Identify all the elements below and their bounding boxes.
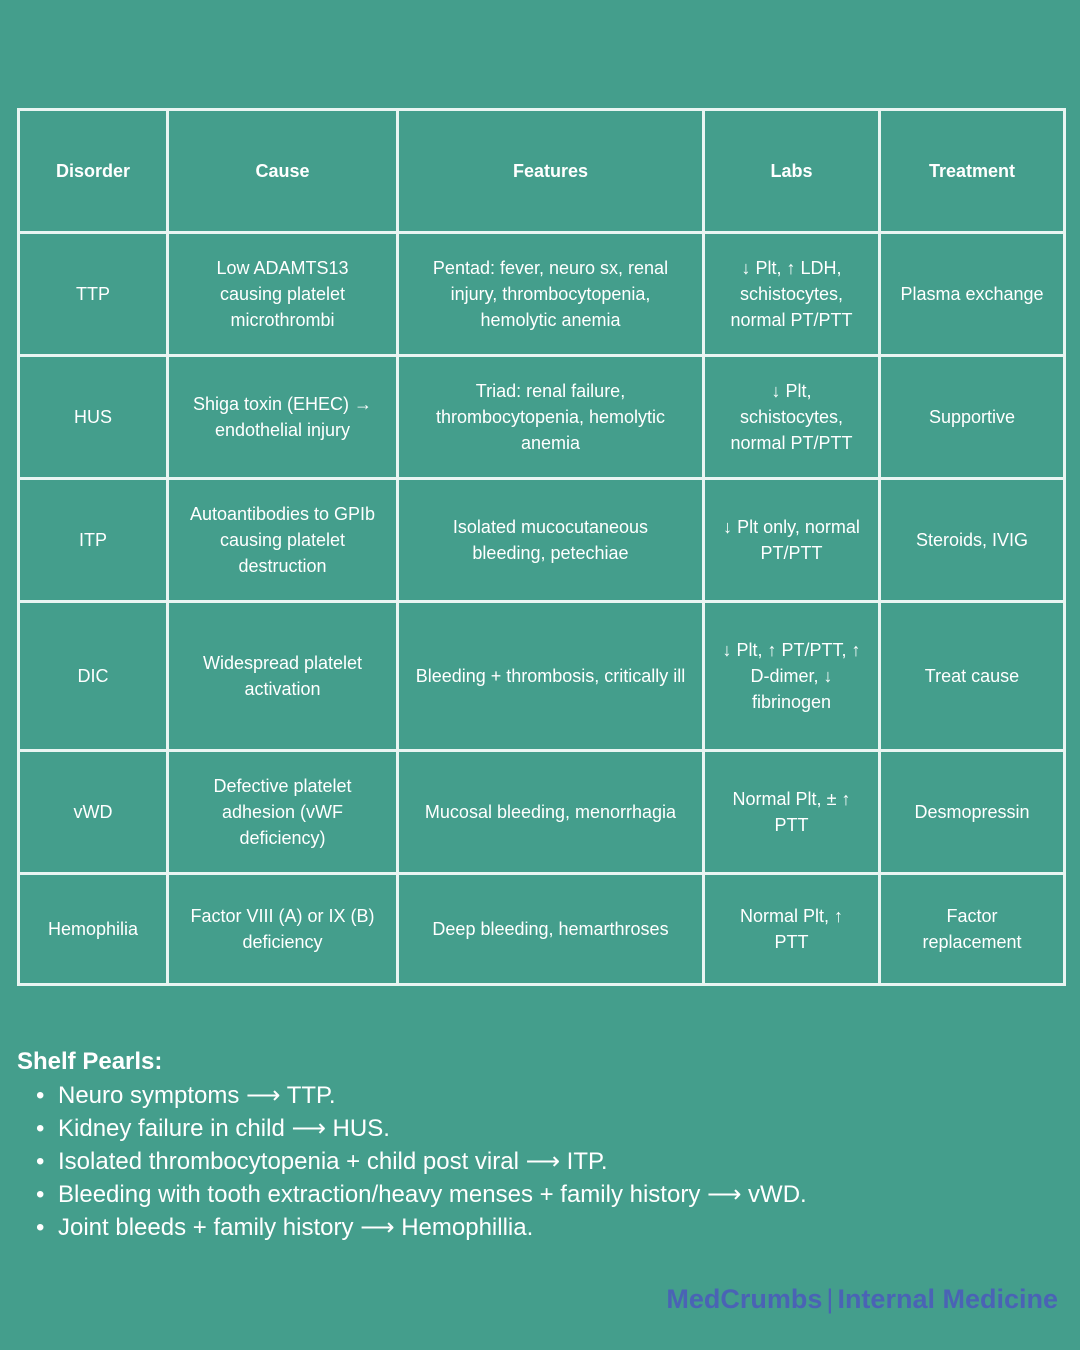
cell-labs: ↓ Plt, ↑ PT/PTT, ↑ D-dimer, ↓ fibrinogen [704, 602, 880, 751]
shelf-pearls-list [17, 1079, 1057, 1244]
cell-disorder: HUS [19, 356, 168, 479]
cell-disorder: TTP [19, 233, 168, 356]
cell-features: Isolated mucocutaneous bleeding, petechiae [398, 479, 704, 602]
list-item [36, 1178, 1057, 1211]
cell-labs: ↓ Plt only, normal PT/PTT [704, 479, 880, 602]
cell-labs: ↓ Plt, schistocytes, normal PT/PTT [704, 356, 880, 479]
disorders-table-container [17, 108, 1063, 986]
cell-disorder: Hemophilia [19, 874, 168, 985]
cell-labs: Normal Plt, ↑ PTT [704, 874, 880, 985]
bullet-icon: • [36, 1148, 45, 1175]
cell-features: Pentad: fever, neuro sx, renal injury, thrombocytopenia, hemolytic anemia [398, 233, 704, 356]
cell-treatment: Treat cause [880, 602, 1065, 751]
cell-treatment: Plasma exchange [880, 233, 1065, 356]
list-item [36, 1145, 1057, 1178]
brand-separator: | [826, 1284, 834, 1314]
bullet-icon: • [36, 1181, 45, 1208]
table-row-ttp [19, 233, 1065, 356]
table-row-hemophilia [19, 874, 1065, 985]
cell-features: Mucosal bleeding, menorrhagia [398, 751, 704, 874]
cell-cause: Widespread platelet activation [168, 602, 398, 751]
pearl-text: Kidney failure in child ⟶ HUS. [58, 1115, 390, 1142]
table-header-row [19, 110, 1065, 233]
cell-cause: Shiga toxin (EHEC) → endothelial injury [168, 356, 398, 479]
table-row-vwd [19, 751, 1065, 874]
header-labs: Labs [704, 110, 880, 233]
list-item [36, 1079, 1057, 1112]
cell-treatment: Steroids, IVIG [880, 479, 1065, 602]
bullet-icon: • [36, 1082, 45, 1109]
table-row-itp [19, 479, 1065, 602]
pearl-text: Isolated thrombocytopenia + child post viral ⟶ ITP. [58, 1148, 608, 1175]
header-features: Features [398, 110, 704, 233]
cell-features: Bleeding + thrombosis, critically ill [398, 602, 704, 751]
list-item [36, 1112, 1057, 1145]
shelf-pearls-title: Shelf Pearls: [17, 1048, 163, 1075]
bullet-icon: • [36, 1214, 45, 1241]
brand-name: MedCrumbs [666, 1284, 823, 1314]
cell-labs: Normal Plt, ± ↑ PTT [704, 751, 880, 874]
brand-section: Internal Medicine [837, 1284, 1058, 1314]
cell-cause: Defective platelet adhesion (vWF deficiency) [168, 751, 398, 874]
cell-cause: Autoantibodies to GPIb causing platelet destruction [168, 479, 398, 602]
pearl-text: Bleeding with tooth extraction/heavy menses + family history ⟶ vWD. [58, 1181, 807, 1208]
cell-cause: Low ADAMTS13 causing platelet microthrombi [168, 233, 398, 356]
header-treatment: Treatment [880, 110, 1065, 233]
cell-features: Deep bleeding, hemarthroses [398, 874, 704, 985]
cell-disorder: ITP [19, 479, 168, 602]
pearl-text: Joint bleeds + family history ⟶ Hemophillia. [58, 1214, 534, 1241]
cell-treatment: Factor replacement [880, 874, 1065, 985]
cell-treatment: Supportive [880, 356, 1065, 479]
header-disorder: Disorder [19, 110, 168, 233]
cell-treatment: Desmopressin [880, 751, 1065, 874]
cell-cause: Factor VIII (A) or IX (B) deficiency [168, 874, 398, 985]
header-cause: Cause [168, 110, 398, 233]
cell-disorder: vWD [19, 751, 168, 874]
bullet-icon: • [36, 1115, 45, 1142]
table-row-hus [19, 356, 1065, 479]
bleeding-disorders-table [17, 108, 1066, 986]
footer-brand [666, 1280, 1058, 1318]
cell-disorder: DIC [19, 602, 168, 751]
list-item [36, 1211, 1057, 1244]
pearl-text: Neuro symptoms ⟶ TTP. [58, 1082, 336, 1109]
table-row-dic [19, 602, 1065, 751]
cell-labs: ↓ Plt, ↑ LDH, schistocytes, normal PT/PTT [704, 233, 880, 356]
shelf-pearls-section [17, 1045, 1057, 1244]
cell-features: Triad: renal failure, thrombocytopenia, hemolytic anemia [398, 356, 704, 479]
